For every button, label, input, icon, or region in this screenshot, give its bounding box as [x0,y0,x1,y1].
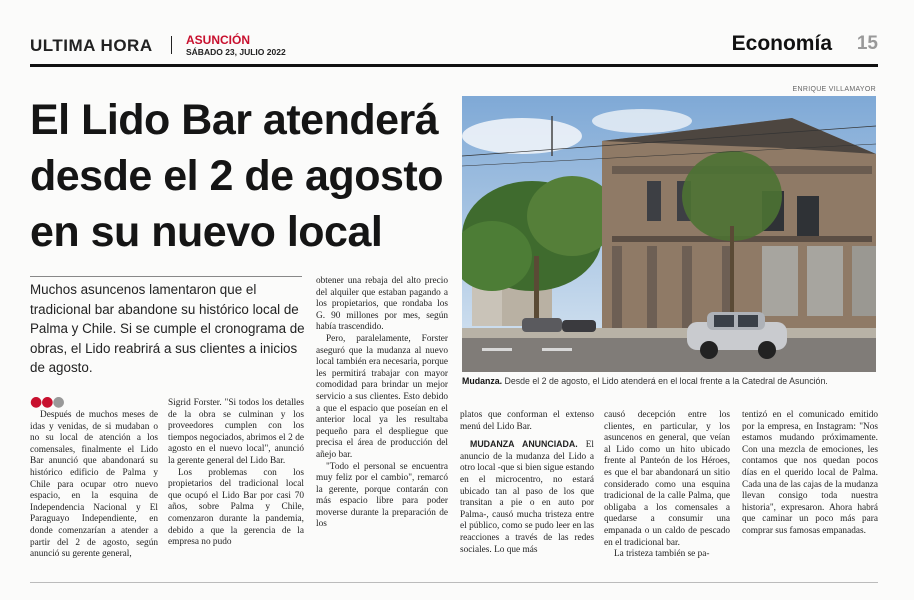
paragraph: La tristeza también se pa- [614,549,710,560]
paragraph: obtener una rebaja del alto precio del alquiler que estaban pagando a los propietarios, que rondaba los G. 90 millones por mes, según había trascendido. [316,276,448,333]
body-column-3 [316,276,448,531]
photo-credit: ENRIQUE VILLAMAYOR [792,86,876,93]
article-headline: El Lido Bar atenderá desde el 2 de agosto en su nuevo local [30,96,443,256]
caption-text: Desde el 2 de agosto, el Lido atenderá en el local frente a la Catedral de Asunción. [502,376,828,386]
body-column-5 [604,410,730,561]
page-header [30,30,878,64]
article-lead: Muchos asuncenos lamentaron que el tradicional bar abandone su histórico local de Palma y Chile. Si se cumple el cronograma de obras, el Lido reabrirá a sus clientes a inicios de agosto. [30,282,305,375]
paragraph-text: El anuncio de la mudanza del Lido a otro local -que si bien sigue estando en el microcentro, no estará ubicado tan al paso de los que transitan a pie o en auto por Palma-, causó mucha tristeza entre el público, como se pudo leer en las reacciones a través de las redes sociales. Lo que más [460,440,594,555]
decorative-dots: ●●● [30,394,64,410]
body-column-1 [30,410,158,561]
body-column-4 [460,410,594,556]
article-photo [462,96,876,372]
paragraph: tentizó en el comunicado emitido por la empresa, en Instagram: "Nos estamos mudando próximamente. Con una mezcla de emociones, les contamos que nos quedan pocos días en el querido local de Palma. Cada una de las cajas de la mudanza llevan consigo toda nuestra historia", expresaron. Ahora habrá que caminar un poco más para comprar sus famosas empanadas. [742,410,878,536]
header-city: ASUNCIÓN [186,33,251,47]
paragraph: causó decepción entre los clientes, en particular, y los asuncenos en general, que veían al Lido como un hito ubicado frente al Panteón de los Héroes, es que el bar abandonará un sitio considerado como una esquina tradicional de la calle Palma, que obligaba a los comensales a quedarse a consumir una empanada o un caldo de pescado en el tradicional bar. [604,410,730,548]
header-rule [30,64,878,67]
photo-caption [462,376,878,386]
paragraph: Pero, paralelamente, Forster aseguró que la mudanza al nuevo local también era necesaria, porque les permitirá trabajar con mayor comodidad para brindar un mejor servicio a sus clientes. Esto debido a que el espacio que poseían en el anterior local ya les resultaba pequeño para el despliegue que precisa el área de producción del añejo bar. [316,333,448,460]
caption-label: Mudanza. [462,376,503,386]
subheading: MUDANZA ANUNCIADA. [470,439,578,450]
paragraph: "Todo el personal se encuentra muy feliz por el cambio", remarcó la gerente, porque contarán con más espacio libre para poder moverse durante la preparación de los [316,461,448,530]
body-column-2 [168,398,304,549]
bottom-rule [30,582,878,583]
page-number: 15 [856,33,878,54]
lead-rule [30,276,302,277]
header-section: Economía [731,32,832,55]
paragraph: Los problemas con los propietarios del tradicional local que ocupó el Lido Bar por casi 70 años, sobre Palma y Chile, comenzaron durante la pandemia, debido a que la gerencia de la empresa no pudo [168,467,304,548]
body-column-6 [742,410,878,538]
street-scene-illustration [462,96,876,372]
paragraph [460,439,594,556]
paragraph: Sigrid Forster. "Si todos los detalles de la obra se culminan y los proveedores cumplen con los tiempos negociados, abrimos el 2 de agosto en el nuevo local", anunció la gerente general del Lido Bar. [168,398,304,466]
header-ultima-hora: ULTIMA HORA [30,36,153,55]
paragraph: Después de muchos meses de idas y venidas, de si mudaban o no su local de atención a los comensales, finalmente el Lido Bar anunció que abandonará su histórico edificio de Palma y Chile para ocupar otro nuevo espacio, en la esquina de Independencia Nacional y El Paraguayo Independiente, en donde comenzarían a atender a partir del 2 de agosto, según anunció su gerente general, [30,410,158,560]
paragraph: platos que conforman el extenso menú del Lido Bar. [460,410,594,432]
header-date: SÁBADO 23, JULIO 2022 [186,47,286,57]
header-separator [171,36,172,54]
